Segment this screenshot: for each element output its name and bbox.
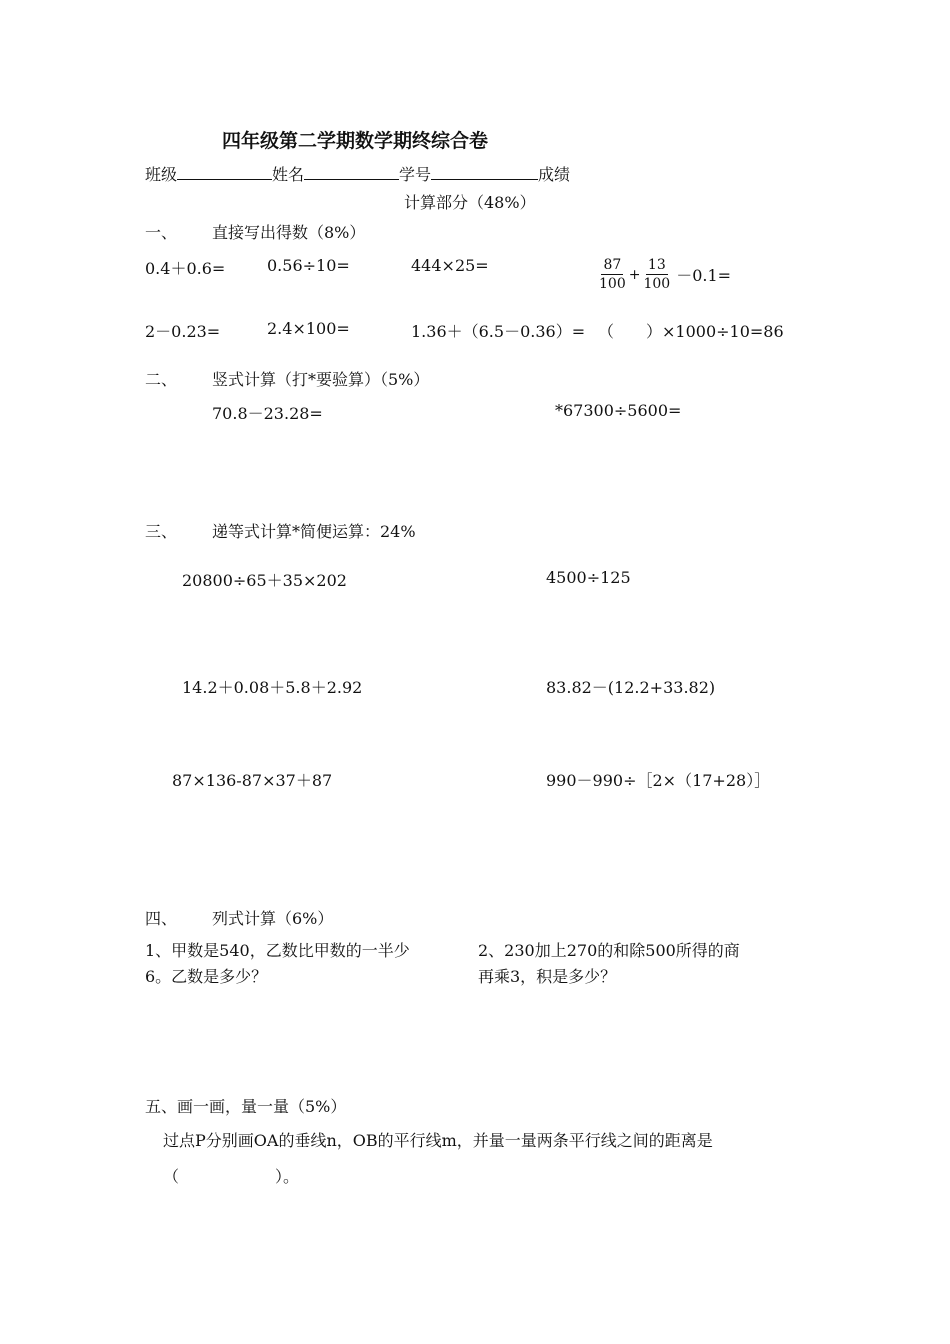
s5-line1: 过点P分别画OA的垂线n，OB的平行线m，并量一量两条平行线之间的距离是 bbox=[163, 1131, 713, 1150]
s2-item-1: 70.8－23.28= bbox=[212, 404, 323, 423]
s4-q2-line1: 2、230加上270的和除500所得的商 bbox=[478, 941, 740, 960]
s4-q1-line1: 1、甲数是540，乙数比甲数的一半少 bbox=[145, 941, 410, 960]
page-title: 四年级第二学期数学期终综合卷 bbox=[222, 130, 489, 152]
class-label: 班级 bbox=[145, 165, 178, 184]
student-no-label: 学号 bbox=[399, 165, 432, 184]
name-label: 姓名 bbox=[272, 165, 305, 184]
section1-number: 一、 bbox=[145, 223, 178, 242]
s1-fraction-item bbox=[597, 256, 731, 293]
s1-item-2: 0.56÷10= bbox=[267, 256, 350, 275]
section1-title: 直接写出得数（8%） bbox=[212, 223, 366, 242]
s3-item-4: 83.82－(12.2+33.82) bbox=[546, 678, 716, 697]
fraction-numerator: 87 bbox=[603, 257, 622, 273]
student-info-row bbox=[145, 162, 570, 185]
section3-number: 三、 bbox=[145, 522, 178, 541]
section4-title: 列式计算（6%） bbox=[212, 909, 334, 928]
plus-sign: + bbox=[628, 266, 641, 283]
s1-item-5: 2.4×100= bbox=[267, 319, 350, 338]
s3-item-5: 87×136-87×37＋87 bbox=[172, 771, 333, 790]
s4-question-2 bbox=[478, 938, 798, 990]
fraction-tail: －0.1= bbox=[676, 266, 732, 285]
fraction-denominator: 100 bbox=[599, 276, 626, 292]
s1-item-1: 0.4＋0.6= bbox=[145, 259, 226, 278]
section3-title: 递等式计算*简便运算：24% bbox=[212, 522, 416, 541]
section5-title: 五、画一画，量一量（5%） bbox=[145, 1097, 347, 1116]
score-label: 成绩 bbox=[538, 165, 571, 184]
s4-q1-line2: 6。乙数是多少？ bbox=[145, 967, 268, 986]
section2-title: 竖式计算（打*要验算）（5%） bbox=[212, 370, 430, 389]
s4-q2-line2: 再乘3，积是多少？ bbox=[478, 967, 617, 986]
s3-item-1: 20800÷65＋35×202 bbox=[182, 571, 347, 590]
s1-item-7: （ ）×1000÷10=86 bbox=[598, 322, 784, 341]
fraction-87-100 bbox=[597, 256, 628, 293]
s1-item-3: 444×25= bbox=[411, 256, 489, 275]
s5-line2: （ ）。 bbox=[163, 1167, 300, 1186]
s1-item-4: 2－0.23= bbox=[145, 322, 221, 341]
fraction-denominator: 100 bbox=[643, 276, 671, 292]
s4-question-1 bbox=[145, 938, 465, 990]
s3-item-6: 990－990÷［2×（17+28）］ bbox=[546, 771, 771, 790]
fraction-numerator: 13 bbox=[647, 257, 666, 273]
s3-item-3: 14.2＋0.08＋5.8＋2.92 bbox=[182, 678, 363, 697]
s2-item-2: *67300÷5600= bbox=[555, 401, 682, 420]
section2-number: 二、 bbox=[145, 370, 178, 389]
s1-item-6: 1.36＋（6.5－0.36）= bbox=[411, 322, 586, 341]
name-blank[interactable] bbox=[304, 165, 399, 180]
fraction-13-100 bbox=[641, 256, 672, 293]
s3-item-2: 4500÷125 bbox=[546, 568, 631, 587]
class-blank[interactable] bbox=[177, 165, 272, 180]
student-no-blank[interactable] bbox=[431, 165, 538, 180]
calc-section-subtitle: 计算部分（48%） bbox=[404, 193, 536, 212]
section4-number: 四、 bbox=[145, 909, 178, 928]
